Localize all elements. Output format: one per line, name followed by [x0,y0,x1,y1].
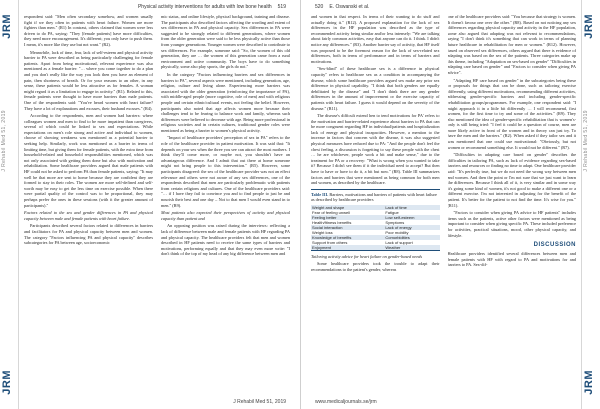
table-cell: Enjoyment [311,245,384,250]
journal-logo-top: JRM [583,14,595,39]
column-left [24,14,153,393]
table-caption-text: Barriers, motivations and barriers of patients with heart failure as described by healthcare providers [311,191,437,203]
table-cell: Fatigue [385,209,399,215]
paragraph: "Impact of healthcare providers' perception of sex in PA" refers to the role of the healthcare provider in patient motivation. It was said that: "It depends on your sex when the three you see can attract the most mothers. I think they'll come more, or maybe not, you shouldn't have an advantageous difference. And I admit that out there at home someone might not bring people to this intervention." (R5). However, some participants disagreed: the sex of the healthcare provider was not an effect relevance and others were not aware of any sex differences, one of the respondents described that men are particularly problematic with patients from certain religions and cultures. One of the healthcare providers said: "… if I have they fail to convince you and to find people to just be and nourish their best and one day – Not to that men I would even stand in to men." (R9). [161,135,290,208]
page-footer: www.medicaljournals.se/jrm [315,399,377,405]
subheading-paragraph: Factors related to the sex and gender differences in PA and physical capacity between male and female patients with heart failure. [24,210,153,221]
paragraph: "Adapting HF care based on gender" in the subcategories being these or proposals for things that can be done, such as tailoring exercise differently, using different motivations, recommending different activities, addressing gender-specific barriers and including gender-specific rehabilitation groups/programmes. For example, one respondent said: "I might approach it in a little bit differently … I will recommend, first women, for the first time to try and some of the activities." (R9). They also mentioned the idea of gender-specific rehabilitation that is women's-only is still being tried: "I feel it could be a question of course, men are more likely active in front of the women and in theory can just try. To have the men and the barriers." (R2). When asked if they tailor sex and it was mentioned that one could use motivational: "Obviously, but not women or recommend something else. It would not be different." (R7). [447,77,576,150]
paragraph: Meanwhile, lack of time, fear, lack of self-esteem and physical activity barrier to PA were described as being particularly challenging for female patients. Apart from being motivational, relevant experience was also mentioned as a female barrier: "… where you come together to do a plan and you don't really like the way you look then you have an element of pain, then shortness of breath. Or for your reasons to an other, in any sense, these patients would be less attractive as for females. A woman might regard it as a limitation to engage in activity." (R1). Related to this, female patients were thought to have more barriers than male patients. One of the respondents said: "You've heard women with heart failure? They have a lot of explanations and excuses, their husband excuses." (R4). [24,49,153,111]
journal-logo-bottom: JRM [1,370,13,395]
right-side-band [581,0,600,409]
paragraph: Healthcare providers identified several differences between men and female patients with HF with regard to PA and motivations for and barriers to PA. Sex-dif- [447,251,576,268]
subheading-paragraph: Most patients also expected their perspectives of activity and physical capacity than patient and [161,210,290,221]
right-page [300,0,600,409]
page-number: 519 [277,4,286,10]
table-cell: Health/fitness benefits [312,219,352,225]
column-right [448,14,577,393]
table-cell: Fear of feeling unwell [312,209,351,215]
table-cell: Comorbidities [384,235,439,240]
table-iii [311,189,440,251]
left-side-band [0,0,19,409]
journal-logo-bottom: JRM [583,370,595,395]
table-cell: Lack of energy [384,225,439,230]
page-footer: J Rehabil Med 51, 2019 [233,399,286,405]
table-cell: Lack of time [384,205,439,210]
table-cell: Lack of support [385,239,413,245]
text-columns [24,14,290,393]
table-caption-label: Table III. [311,191,329,197]
column-right [161,14,290,393]
paragraph: Some healthcare providers took the trouble to adapt their recommendations to the patient's gender, whereas [311,261,440,272]
running-head-authors: E. Oswanski et al. [329,4,370,10]
page-number: 520 [315,4,324,10]
band-journal-text: J Rehabil Med 51, 2019 [583,110,589,172]
paragraph: and women in that respect. In terms of their wanting to do stuff and actually doing it." (R12). A proposed explanation for the lack of sex differences in the HF population was described as the type of recommended activity being similar and/or less intensely: "We are talking about fairly common activities, easy that anyone can do it. I think. I didn't notice any differences." (R3). Another barrier say of activity, that HF itself was proposed to be the foremost reason for the lack of sex-related sex differences, both in terms of performance and in terms of barriers and motivations. [311,14,440,64]
paragraph: The disease's difficult extend hen to tend motivations for PA' refers to the motivation and barrier-related experience about barriers to PA that can be more congruent regarding HF in individual/patients and hospitalization lack of energy and physical incapacities. However, a mention to the increase in factors that concern with the disease, it was also suggested physical measures have reduced due to PA: "And the people don't feel the chest feeling, a discussion is forgetting to say these people with the chest … he are whichever, people work a bit and make sense," due to the treatment for PA or a recovery: "What is wrong when you wanted to take it? Because I didn't see them if it the individual need to accept? But then have to have or have to do it, a bit but now." (R8). Table III summarizes factors and barriers that were mentioned as being common for both men and women, as described by the healthcare. [311,113,440,186]
table-cell: Symptoms [385,219,405,225]
paragraph: In the category "Factors influencing barriers and sex differences in barriers to PA", several aspects were mentioned, including generation, age, religion, culture and living alone. Experiencing more barriers was associated with the older generation (reinforcing the importance of PA), with middle-aged people (more cognitive, role of men) and with religious people and certain ethnic/cultural events, not feeling the belief. However, participants also noted that age affects women more because their challenges tend to be fearing to balance work and family, whereas such differences were believed to decrease with age. Being more professional in religious societies and in certain cultures, traditional gender roles were mentioned as being a barrier to women's physical activity. [161,71,290,133]
paragraph: Participants described several factors related to differences in barriers and facilitators for PA and physical capacity between men and women. The category "Factors influencing PA and physical capacity" describes subcategories for PA between age, socioeconomic [24,223,153,246]
table-caption [311,192,440,203]
text-columns [311,14,576,393]
paragraph: An opposing position was raised during the interviews: reflecting a lack of difference between male and female patients with HF regarding PA and physical capacity. The healthcare providers felt that men and women described in HF patients need to receive the same types of barriers and motivations, performing equally and that they may even more write: "I don't think of the top of my head of any big difference between men and [161,223,290,257]
running-head-title: Physical activity interventions for adults with low bone health [137,4,272,10]
table-cell: Social interaction [311,225,384,230]
paragraph: "Factors to consider when giving PA advice to HF patients" includes items such as the patients, active other factors were mentioned as being important to consider when giving specific PA. These included preference for activities, practical situations, mood, other physical capacity, and lifestyle. [447,210,576,238]
subheading-paragraph: Tailoring activity advice for heart failure on gender-based needs [311,253,423,259]
table-row [311,245,440,250]
journal-logo-top: JRM [1,14,13,39]
paragraph: respondent said: "Men often secondary somehow, and women usually fight if we they often in patients with heart failure. Women are more fighters than men." (R1) In contrast, others claimed that women were less driven to do PA, saying: "They [female patients] have more difficulties, they need more encouragement. It's different; you only have to push them. I mean, it's more like they use but not want." (R2). [24,14,153,47]
table-cell: Weight loss [312,229,333,235]
paragraph: "Sex-blind" of these healthcare sex is a difference in physical capacity" refers to healthcare sex as a condition in accompanying the disease, which some healthcare providers argued sex make any prior sex difference in physical capability. "I think that both genders are equally debilitated by the disease" and "I don't think there are any gender differences in the amount of improvement or the exercise capacity of patients with heart failure. I guess it would depend on the severity of the disease." (R11). [311,66,440,111]
table-cell: Feeling better [311,215,384,220]
column-left [311,14,440,393]
running-head [315,4,552,10]
table-cell: Weight and shape [311,205,384,210]
table-cell: Support from others [312,239,348,245]
paragraph: "Difficulties in adapting care based on gender" describes the difficulties in tailoring PA, such as lack of evidence regarding sex-based barriers and resources or finding no time to adapt. One healthcare provider said: "It's perfectly true, but we do not need the wrong way between men and women. And then the point or I'm not sure that we just want to learn the differences. Because I think all of it, is very similar and in some way it's going some kind of women, it's not good to make a different one or a different exercise. I'm not interested in adjusting for the benefit of the patient. It's better for the patient to not find the time. It's wise for you." (R11). [447,152,576,208]
paragraph: one of the healthcare providers said: "You because that strategy is women. It doesn't favour one over the other." (R8). Based on not noticing any sex differences regarding physical capacity and activity in the HF population, some also argued that adapting was not relevant to recommendations, saying "I don't think it's something that can work in terms of planning future healthcare in rehabilitation for men or women." (R12). However, based on observed sex differences, others argued that there is evidence of adapting was based on the sex of the patients. Three categories make up this theme, including "Adaptation on sex-based on gender" "Difficulties in adapting care based on gender" and "Factors to consider when giving PA advice". [447,14,576,75]
paragraph: mic status, and online lifestyle, physical background, training and disease. The participants also described factors affecting the wording and extent of sex differences in PA and physical capacity. Sex differences in PA were suggested to be strongly related to different generations, where women from the older generation were said to be less physically active than those from younger generations. Younger women were described to contribute to sex differences. For example, someone said: "So, the women of this old generation, they are … the women of this generation came from a rural environment and active community. The boys have to do something physically, some also play sports, the girls do not." [161,14,290,70]
band-journal-text: J Rehabil Med 51, 2019 [1,110,7,172]
running-head [48,4,286,10]
table-cell: Poor mobility [385,229,409,235]
table-cell: Low self-esteem [384,215,439,220]
table-body [311,205,440,250]
paragraph: According to the respondents, men and women had barriers: where colleagues women and men to find to be more impatient than caregivers, several of which could be linked to sex and expectations. While expectations on men's role strong and active and individual to women, choose of showing weakness was mentioned as a potential barrier to seeking help. Similarly, work was mentioned as a barrier in terms of limiting time, but giving them for female patients, with the extra time from household-related and household responsibilities mentioned, which was not only associated with getting them done but also with motivation and rehabilitation. Some healthcare providers argued that male patients with HF could not be asked to perform PA than female patients, saying: "It may well be that more are sent to home because they are confident they are formed to stay in their roles. The women are more self-defined and self-worth may be easy to get the less time on exercise possible. When there were partial quality of the control was to be proportional, they may perhaps prefer the ones in these sessions (with it the greater amount of participants)." [24,113,153,208]
section-heading-discussion: DISCUSSION [533,242,576,249]
table-cell: Knowledge of benefits [311,235,384,240]
table-cell: Weather [384,245,439,250]
